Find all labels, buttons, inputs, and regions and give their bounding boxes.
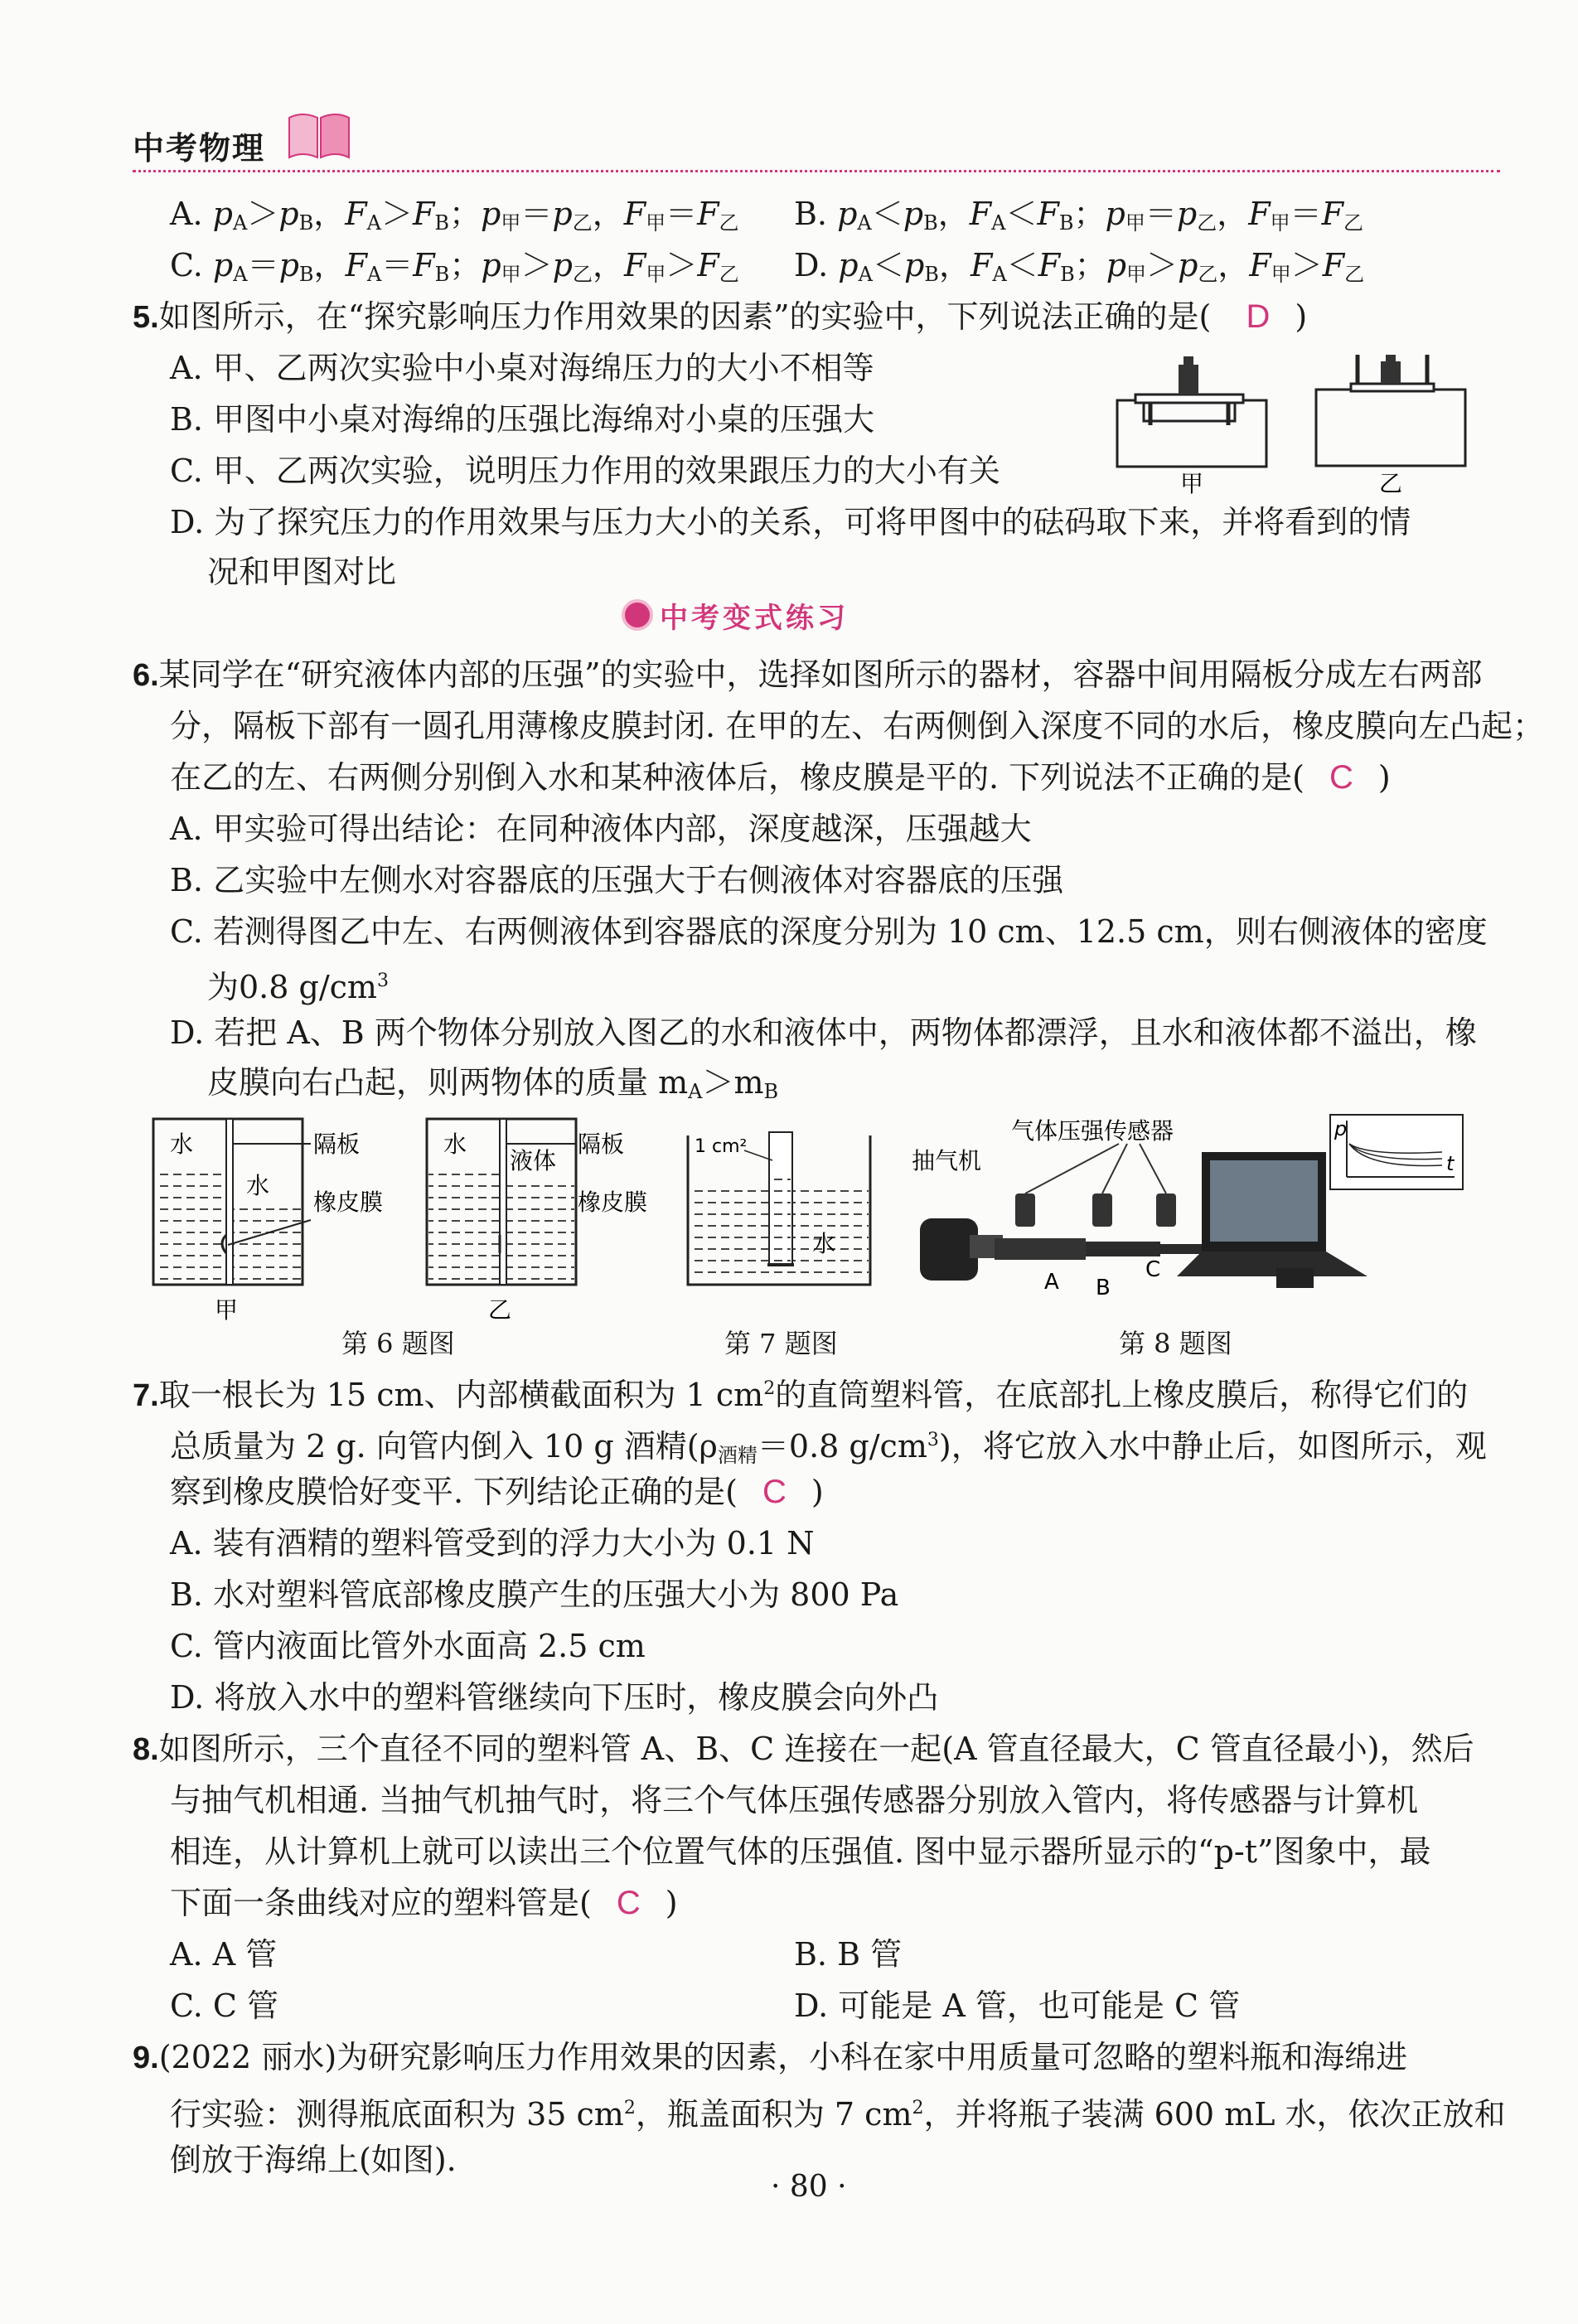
- q8-stem-line3: 相连，从计算机上就可以读出三个位置气体的压强值. 图中显示器所显示的“p-t”图象中，最: [170, 1833, 1431, 1870]
- svg-text:液体: 液体: [510, 1147, 557, 1174]
- svg-text:水: 水: [812, 1230, 836, 1257]
- q4-option-d: D. $p_A<p_B$，$F_A<F_B$；$p_甲>p_乙$，$F_甲>F_乙$: [794, 247, 1365, 286]
- svg-text:抽气机: 抽气机: [912, 1147, 982, 1174]
- q6-option-d: D. 若把 A、B 两个物体分别放入图乙的水和液体中，两物体都漂浮，且水和液体都不溢出，橡: [170, 1014, 1477, 1051]
- fig7-caption: 第 7 题图: [724, 1328, 838, 1359]
- q5-fig-label-a: 甲: [1179, 470, 1204, 496]
- fig6: [145, 1111, 675, 1329]
- header-divider: [133, 170, 1500, 172]
- fig6-caption: 第 6 题图: [341, 1328, 455, 1359]
- fig7: [680, 1127, 879, 1296]
- q8-option-a: A. A 管: [170, 1936, 278, 1973]
- svg-text:1 cm²: 1 cm²: [695, 1136, 748, 1157]
- svg-text:甲: 甲: [214, 1296, 239, 1324]
- svg-text:p: p: [1334, 1117, 1348, 1140]
- q6-option-c-cont: 为0.8 $g/cm^3$: [207, 969, 389, 1005]
- svg-text:隔板: 隔板: [578, 1131, 625, 1158]
- svg-text:A: A: [1044, 1270, 1059, 1295]
- q9-stem-line1: 9.(2022 丽水)为研究影响压力作用效果的因素，小科在家中用质量可忽略的塑料瓶和海绵进: [133, 2039, 1408, 2075]
- q5-option-b: B. 甲图中小桌对海绵的压强比海绵对小桌的压强大: [170, 401, 875, 438]
- q7-option-c: C. 管内液面比管外水面高 2.5 cm: [170, 1628, 646, 1664]
- q5-option-d-cont: 况和甲图对比: [207, 554, 397, 590]
- q7-option-d: D. 将放入水中的塑料管继续向下压时，橡皮膜会向外凸: [170, 1679, 939, 1716]
- svg-text:乙: 乙: [487, 1296, 512, 1324]
- svg-text:隔板: 隔板: [313, 1131, 361, 1158]
- q8-option-d: D. 可能是 A 管，也可能是 C 管: [794, 1988, 1241, 2024]
- q5-figure: [1111, 346, 1475, 499]
- page-number: · 80 ·: [771, 2170, 847, 2204]
- q7-answer: C: [762, 1474, 787, 1510]
- q8-option-c: C. C 管: [170, 1988, 279, 2024]
- q9-stem-line2: 行实验：测得瓶底面积为 35 $cm^2$，瓶盖面积为 7 $cm^2$，并将瓶子装满 600 mL 水，依次正放和: [170, 2096, 1506, 2133]
- fig8: [903, 1111, 1467, 1305]
- q7-option-b: B. 水对塑料管底部橡皮膜产生的压强大小为 800 Pa: [170, 1576, 899, 1613]
- svg-text:t: t: [1446, 1152, 1455, 1175]
- q6-option-b: B. 乙实验中左侧水对容器底的压强大于右侧液体对容器底的压强: [170, 862, 1064, 898]
- q5-stem: 5.如图所示，在“探究影响压力作用效果的因素”的实验中，下列说法正确的是( D ): [133, 298, 1308, 335]
- fig8-caption: 第 8 题图: [1119, 1328, 1232, 1359]
- svg-text:B: B: [1096, 1276, 1111, 1300]
- q4-option-c: C. $p_A=p_B$，$F_A=F_B$；$p_甲>p_乙$，$F_甲>F_乙$: [170, 247, 739, 286]
- q6-option-a: A. 甲实验可得出结论：在同种液体内部，深度越深，压强越大: [170, 811, 1032, 847]
- q4-option-a: A. $p_A>p_B$，$F_A>F_B$；$p_甲=p_乙$，$F_甲=F_乙$: [170, 196, 739, 235]
- q5-answer: D: [1246, 298, 1271, 335]
- svg-text:水: 水: [246, 1172, 270, 1199]
- svg-text:C: C: [1145, 1257, 1161, 1282]
- q8-stem-line2: 与抽气机相通. 当抽气机抽气时，将三个气体压强传感器分别放入管内，将传感器与计算机: [170, 1782, 1419, 1818]
- svg-text:橡皮膜: 橡皮膜: [578, 1189, 648, 1216]
- q9-stem-line3: 倒放于海绵上(如图).: [170, 2142, 457, 2178]
- q5-option-d: D. 为了探究压力的作用效果与压力大小的关系，可将甲图中的砝码取下来，并将看到的情: [170, 504, 1411, 540]
- q4-option-b: B. $p_A<p_B$，$F_A<F_B$；$p_甲=p_乙$，$F_甲=F_乙$: [794, 196, 1363, 235]
- q7-option-a: A. 装有酒精的塑料管受到的浮力大小为 0.1 N: [170, 1525, 815, 1561]
- q5-fig-label-b: 乙: [1378, 470, 1403, 496]
- q6-option-d-cont: 皮膜向右凸起，则两物体的质量 $m_A>m_B$: [207, 1064, 779, 1103]
- q6-stem-line3: 在乙的左、右两侧分别倒入水和某种液体后，橡皮膜是平的. 下列说法不正确的是( C ): [170, 759, 1391, 796]
- q5-option-c: C. 甲、乙两次实验，说明压力作用的效果跟压力的大小有关: [170, 453, 1000, 489]
- svg-text:水: 水: [443, 1131, 467, 1158]
- q8-stem-line1: 8.如图所示，三个直径不同的塑料管 A、B、C 连接在一起(A 管直径最大，C 管直径最小)，然后: [133, 1731, 1474, 1767]
- svg-text:气体压强传感器: 气体压强传感器: [1011, 1117, 1174, 1145]
- q8-stem-line4: 下面一条曲线对应的塑料管是( C ): [170, 1885, 678, 1921]
- q6-answer: C: [1329, 759, 1353, 796]
- svg-text:橡皮膜: 橡皮膜: [313, 1189, 384, 1216]
- q5-option-a: A. 甲、乙两次实验中小桌对海绵压力的大小不相等: [170, 350, 874, 386]
- q7-stem-line3: 察到橡皮膜恰好变平. 下列结论正确的是( C ): [170, 1474, 824, 1510]
- section-banner: 中考变式练习: [622, 595, 849, 636]
- q8-answer: C: [616, 1885, 641, 1921]
- q6-stem-line1: 6.某同学在“研究液体内部的压强”的实验中，选择如图所示的器材，容器中间用隔板分成左右两部: [133, 656, 1483, 693]
- target-icon: [622, 599, 653, 631]
- q7-stem-line2: 总质量为 2 g. 向管内倒入 10 g 酒精($\rho_{酒精}=0.8$ $g/cm^3$)，将它放入水中静止后，如图所示，观: [170, 1428, 1487, 1467]
- q7-stem-line1: 7.取一根长为 15 cm、内部横截面积为 1 $cm^2$的直筒塑料管，在底部扎上橡皮膜后，称得它们的: [133, 1377, 1469, 1413]
- q6-option-c: C. 若测得图乙中左、右两侧液体到容器底的深度分别为 10 cm、12.5 cm，则右侧液体的密度: [170, 913, 1488, 950]
- book-title: 中考物理: [133, 130, 266, 167]
- q6-stem-line2: 分，隔板下部有一圆孔用薄橡皮膜封闭. 在甲的左、右两侧倒入深度不同的水后，橡皮膜向左凸起；: [170, 708, 1545, 744]
- book-icon: [286, 106, 352, 167]
- q8-option-b: B. B 管: [794, 1936, 903, 1973]
- svg-text:水: 水: [170, 1131, 194, 1158]
